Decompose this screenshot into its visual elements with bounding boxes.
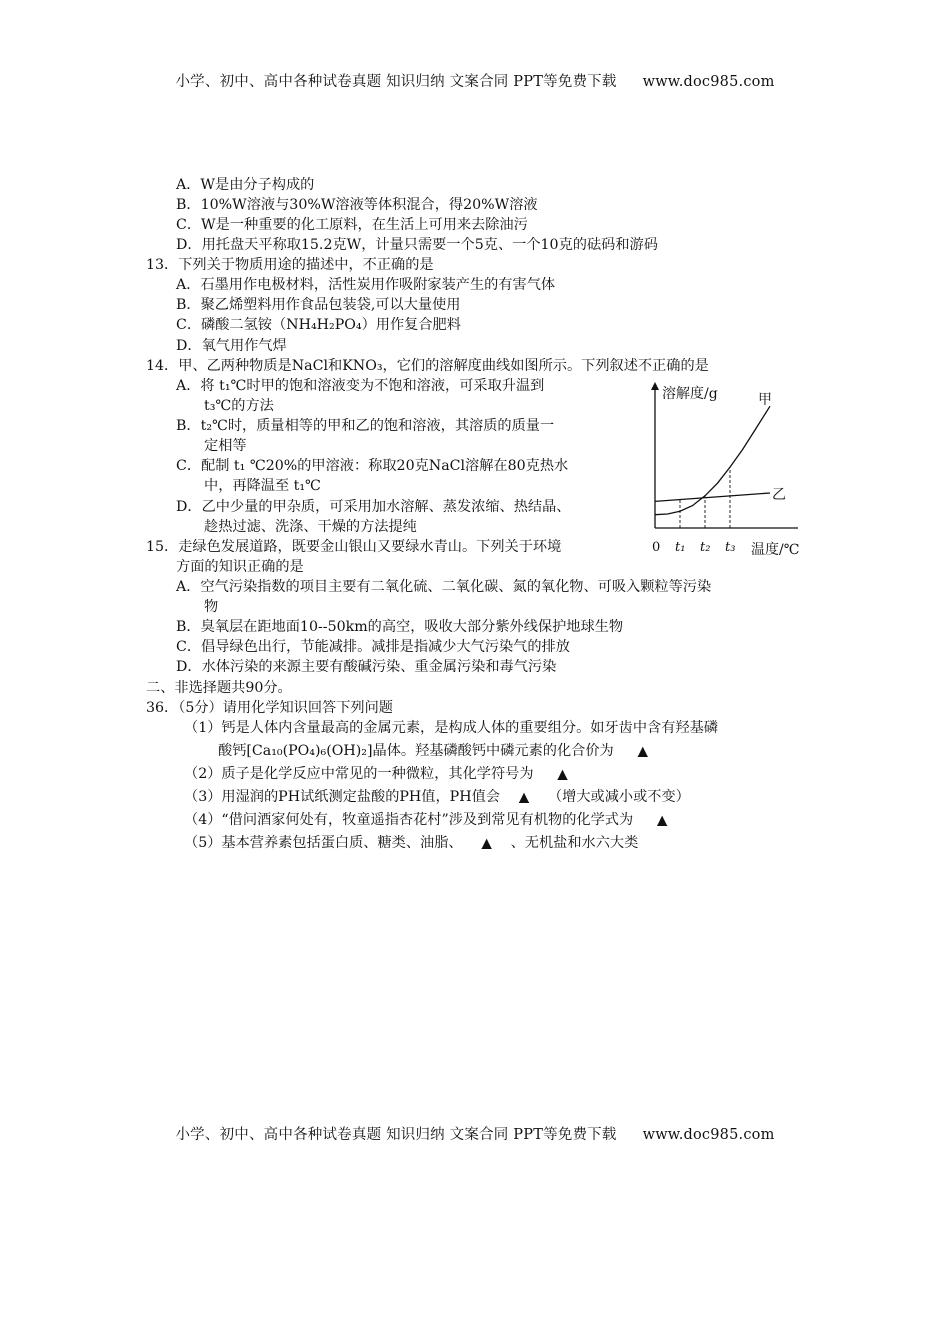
blank-triangle-icon: ▲ [481, 836, 492, 851]
q13-option-a: A．石墨用作电极材料，活性炭用作吸附家装产生的有害气体 [176, 277, 556, 293]
q36-item-5-text: （5）基本营养素包括蛋白质、糖类、油脂、 [184, 835, 463, 851]
q14-option-d-cont: 趁热过滤、洗涤、干燥的方法提纯 [204, 519, 417, 535]
footer-text: 小学、初中、高中各种试卷真题 知识归纳 文案合同 PPT等免费下载 [175, 1127, 617, 1143]
series-labels [758, 392, 786, 503]
q36-item-4 [184, 810, 667, 831]
q36-item-5-tail: 、无机盐和水六大类 [510, 835, 639, 851]
series-line-jia [655, 406, 770, 515]
q12-option-b: B．10%W溶液与30%W溶液等体积混合，得20%W溶液 [176, 197, 538, 213]
section-2-heading: 二、非选择题共90分。 [146, 680, 292, 696]
q14-stem: 14．甲、乙两种物质是NaCl和KNO₃，它们的溶解度曲线如图所示。下列叙述不正确的是 [146, 358, 709, 374]
solubility-chart [638, 378, 808, 560]
q13-option-b: B．聚乙烯塑料用作食品包装袋,可以大量使用 [176, 297, 461, 313]
q13-option-d: D．氧气用作气焊 [176, 338, 287, 354]
q36-item-1-text: 酸钙[Ca₁₀(PO₄)₆(OH)₂]晶体。羟基磷酸钙中磷元素的化合价为 [218, 743, 614, 759]
blank-triangle-icon: ▲ [557, 767, 568, 782]
series-label-jia: 甲 [758, 392, 772, 409]
blank-triangle-icon: ▲ [637, 744, 648, 759]
y-axis-label: 溶解度/g [662, 386, 718, 402]
q36-item-3-text: （3）用湿润的PH试纸测定盐酸的PH值，PH值会 [184, 789, 500, 805]
x-tick-labels [675, 540, 735, 555]
q14-option-c-cont: 中，再降温至 t₁℃ [204, 478, 321, 494]
answer-blank-1[interactable] [614, 741, 648, 762]
blank-triangle-icon: ▲ [518, 790, 529, 805]
q15-option-c: C．倡导绿色出行，节能减排。减排是指减少大气污染气的排放 [176, 639, 570, 655]
q36-item-2 [184, 764, 568, 785]
q15-option-b: B．臭氧层在距地面10--50km的高空，吸收大部分紫外线保护地球生物 [176, 619, 624, 635]
y-axis-arrow-icon [651, 382, 659, 390]
q36-item-4-text: （4）“借问酒家何处有，牧童遥指杏花村”涉及到常见有机物的化学式为 [184, 812, 634, 828]
series-lines [655, 406, 770, 515]
q15-stem-cont: 方面的知识正确的是 [176, 559, 304, 575]
q36-item-1-cont [218, 741, 648, 762]
footer-site: www.doc985.com [642, 1127, 775, 1143]
q15-option-d: D．水体污染的来源主要有酸碱污染、重金属污染和毒气污染 [176, 659, 557, 675]
answer-blank-4[interactable] [633, 810, 667, 831]
q36-item-1: （1）钙是人体内含量最高的金属元素，是构成人体的重要组分。如牙齿中含有羟基磷 [184, 720, 718, 736]
q15-stem: 15．走绿色发展道路，既要金山银山又要绿水青山。下列关于环境 [146, 539, 562, 555]
answer-blank-5[interactable] [463, 833, 511, 854]
q12-option-c: C．W是一种重要的化工原料，在生活上可用来去除油污 [176, 217, 528, 233]
q14-option-a: A．将 t₁℃时甲的饱和溶液变为不饱和溶液，可采取升温到 [176, 378, 545, 394]
q14-option-b-cont: 定相等 [204, 438, 247, 454]
page-header [0, 70, 950, 91]
blank-triangle-icon: ▲ [657, 813, 668, 828]
header-site: www.doc985.com [642, 74, 775, 90]
page-footer [0, 1123, 950, 1144]
q15-option-a: A．空气污染指数的项目主要有二氧化硫、二氧化碳、氮的氧化物、可吸入颗粒等污染 [176, 579, 712, 595]
q14-option-b: B．t₂℃时，质量相等的甲和乙的饱和溶液，其溶质的质量一 [176, 418, 555, 434]
q14-option-a-cont: t₃℃的方法 [204, 398, 274, 414]
answer-blank-3[interactable] [500, 787, 548, 808]
q36-stem: 36．（5分）请用化学知识回答下列问题 [146, 700, 393, 716]
q15-option-a-cont: 物 [204, 599, 219, 615]
x-axis-label: 温度/℃ [751, 542, 800, 558]
q36-item-3-hint: （增大或减小或不变） [547, 789, 690, 805]
q13-option-c: C．磷酸二氢铵（NH₄H₂PO₄）用作复合肥料 [176, 317, 461, 333]
q36-item-5 [184, 833, 638, 854]
header-text: 小学、初中、高中各种试卷真题 知识归纳 文案合同 PPT等免费下载 [175, 74, 617, 90]
q14-option-d: D．乙中少量的甲杂质，可采用加水溶解、蒸发浓缩、热结晶、 [176, 499, 571, 515]
x-tick-t2: t₂ [700, 540, 711, 555]
series-label-yi: 乙 [772, 487, 786, 503]
series-line-yi [655, 493, 770, 501]
q12-option-a: A．W是由分子构成的 [176, 177, 315, 193]
q36-item-3 [184, 787, 690, 808]
x-tick-t3: t₃ [725, 540, 736, 555]
x-tick-t1: t₁ [675, 540, 686, 555]
origin-label: 0 [652, 540, 661, 555]
q13-stem: 13．下列关于物质用途的描述中，不正确的是 [146, 257, 434, 273]
q36-item-2-text: （2）质子是化学反应中常见的一种微粒，其化学符号为 [184, 766, 534, 782]
q14-option-c: C．配制 t₁ ℃20%的甲溶液：称取20克NaCl溶解在80克热水 [176, 458, 569, 474]
answer-blank-2[interactable] [534, 764, 568, 785]
q12-option-d: D．用托盘天平称取15.2克W，计量只需要一个5克、一个10克的砝码和游码 [176, 237, 658, 253]
